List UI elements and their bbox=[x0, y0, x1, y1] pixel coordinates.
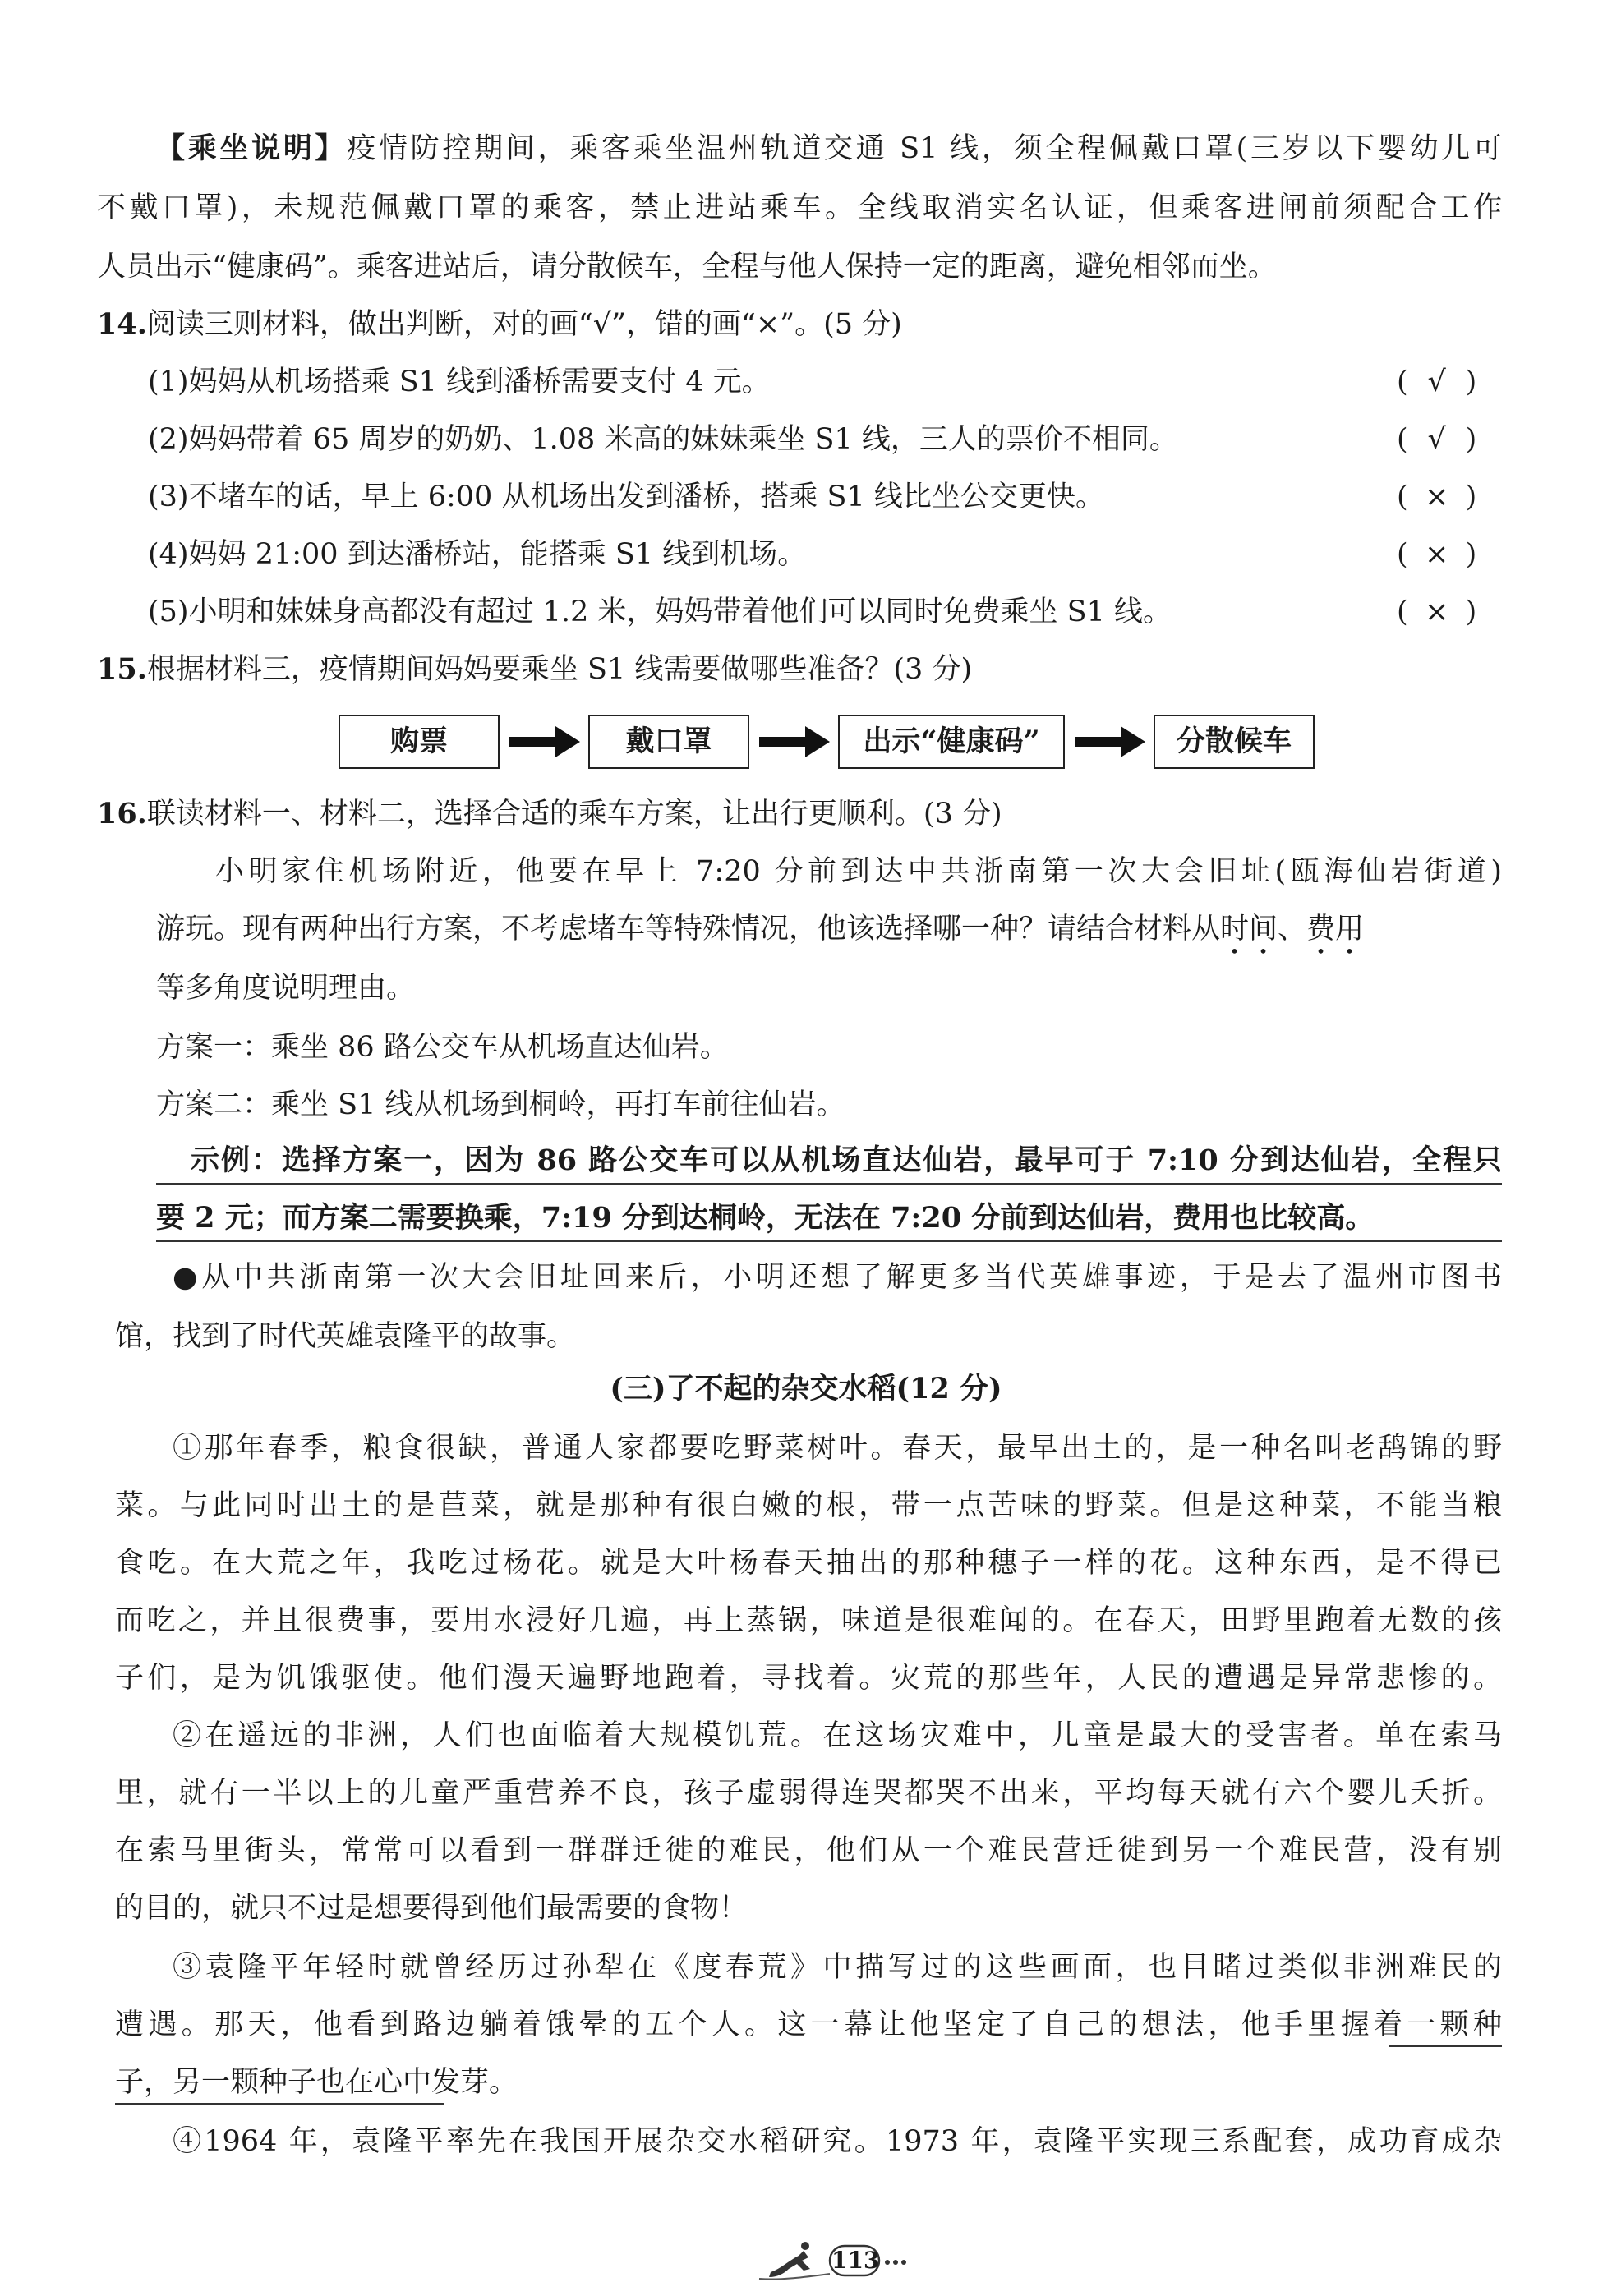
boarding-note-line-2: 不戴口罩)，未规范佩戴口罩的乘客，禁止进站乘车。全线取消实名认证，但乘客进闸前须配合工作 bbox=[97, 191, 1502, 224]
flow-step-3: 出示“健康码” bbox=[838, 715, 1065, 769]
q14-answer-1 bbox=[1397, 363, 1504, 401]
q16-paragraph-line-2 bbox=[156, 910, 1364, 948]
q15-title bbox=[97, 651, 972, 688]
page-number: 113 bbox=[831, 2247, 880, 2274]
paren-open: ( bbox=[1397, 423, 1408, 456]
q14-answer-3 bbox=[1397, 478, 1504, 516]
passage-p1-line: 食吃。在大荒之年，我吃过杨花。就是大叶杨春天抽出的那种穗子一样的花。这种东西，是不得已 bbox=[115, 1547, 1502, 1580]
answer-mark: × bbox=[1424, 481, 1449, 513]
paren-close: ) bbox=[1465, 538, 1477, 571]
paren-close: ) bbox=[1465, 596, 1477, 628]
passage-p1-line: 而吃之，并且很费事，要用水浸好几遍，再上蒸锅，味道是很难闻的。在春天，田野里跑着无数的孩 bbox=[115, 1604, 1502, 1637]
q16-number: 16. bbox=[97, 797, 147, 831]
paren-close: ) bbox=[1465, 481, 1477, 513]
answer-underline bbox=[156, 1183, 1502, 1185]
boarding-note-line-1 bbox=[156, 130, 1502, 168]
passage-p1-line: 子们，是为饥饿驱使。他们漫天遍野地跑着，寻找着。灾荒的那些年，人民的遭遇是异常悲惨的。 bbox=[115, 1662, 1502, 1695]
q14-item-4: (4)妈妈 21:00 到达潘桥站，能搭乘 S1 线到机场。 bbox=[148, 538, 807, 571]
q15-number: 15. bbox=[97, 652, 147, 686]
boarding-note-text-1: 疫情防控期间，乘客乘坐温州轨道交通 S1 线，须全程佩戴口罩(三岁以下婴幼儿可 bbox=[347, 132, 1502, 165]
emphasis-char: 费 bbox=[1306, 913, 1336, 946]
passage-p3-line: ③袁隆平年轻时就曾经历过孙犁在《度春荒》中描写过的这些画面，也目睹过类似非洲难民的 bbox=[173, 1951, 1502, 1984]
passage-p4-line: ④1964 年，袁隆平率先在我国开展杂交水稻研究。1973 年，袁隆平实现三系配套，成功育成杂 bbox=[173, 2125, 1502, 2158]
q16-answer-line-1: 示例：选择方案一，因为 86 路公交车可以从机场直达仙岩，最早可于 7:10 分到达仙岩，全程只 bbox=[191, 1143, 1502, 1177]
q14-item-2: (2)妈妈带着 65 周岁的奶奶、1.08 米高的妹妹乘坐 S1 线，三人的票价不相同。 bbox=[148, 423, 1178, 456]
flow-step-4: 分散候车 bbox=[1154, 715, 1315, 769]
passage-p2-line: 在索马里街头，常常可以看到一群群迁徙的难民，他们从一个难民营迁徙到另一个难民营，没有别 bbox=[115, 1834, 1502, 1867]
arrow-right-icon bbox=[1073, 721, 1147, 762]
q16-paragraph-line-1: 小明家住机场附近，他要在早上 7:20 分前到达中共浙南第一次大会旧址(瓯海仙岩街道) bbox=[215, 855, 1502, 888]
q16-paragraph-text: 游玩。现有两种出行方案，不考虑堵车等特殊情况，他该选择哪一种？请结合材料从 bbox=[156, 913, 1221, 946]
passage-p3-line: 子，另一颗种子也在心中发芽。 bbox=[115, 2066, 518, 2099]
paren-open: ( bbox=[1397, 481, 1408, 513]
passage-p2-line: ②在遥远的非洲，人们也面临着大规模饥荒。在这场灾难中，儿童是最大的受害者。单在索马 bbox=[173, 1719, 1502, 1752]
flow-step-2: 戴口罩 bbox=[588, 715, 749, 769]
answer-mark: √ bbox=[1427, 366, 1446, 398]
transition-line-2: 馆，找到了时代英雄袁隆平的故事。 bbox=[115, 1320, 576, 1353]
passage-p2-line: 里，就有一半以上的儿童严重营养不良，孩子虚弱得连哭都哭不出来，平均每天就有六个婴儿夭折。 bbox=[115, 1777, 1502, 1810]
boarding-note-line-3: 人员出示“健康码”。乘客进站后，请分散候车，全程与他人保持一定的距离，避免相邻而坐。 bbox=[97, 251, 1277, 283]
paren-open: ( bbox=[1397, 596, 1408, 628]
q14-number: 14. bbox=[97, 307, 147, 341]
paren-close: ) bbox=[1465, 366, 1477, 398]
q16-answer-line-2: 要 2 元；而方案二需要换乘，7:19 分到达桐岭，无法在 7:20 分前到达仙岩，费用也比较高。 bbox=[156, 1201, 1375, 1235]
emphasis-char: 时 bbox=[1220, 913, 1250, 946]
q16-plan-2: 方案二：乘坐 S1 线从机场到桐岭，再打车前往仙岩。 bbox=[156, 1088, 845, 1121]
emphasis-char: 间 bbox=[1249, 913, 1278, 946]
emphasis-char: 、 bbox=[1278, 913, 1307, 946]
answer-mark: × bbox=[1424, 538, 1449, 571]
section-heading: (三)了不起的杂交水稻(12 分) bbox=[610, 1372, 1002, 1406]
answer-mark: × bbox=[1424, 596, 1449, 628]
arrow-right-icon bbox=[758, 721, 831, 762]
paren-open: ( bbox=[1397, 538, 1408, 571]
q14-item-1: (1)妈妈从机场搭乘 S1 线到潘桥需要支付 4 元。 bbox=[148, 366, 771, 398]
answer-mark: √ bbox=[1427, 423, 1446, 456]
q14-item-5: (5)小明和妹妹身高都没有超过 1.2 米，妈妈带着他们可以同时免费乘坐 S1 线。 bbox=[148, 596, 1172, 628]
q16-plan-1: 方案一：乘坐 86 路公交车从机场直达仙岩。 bbox=[156, 1031, 729, 1064]
paren-close: ) bbox=[1465, 423, 1477, 456]
boarding-note-label: 【乘坐说明】 bbox=[156, 131, 348, 165]
emphasis-char: 用 bbox=[1335, 913, 1365, 946]
q16-paragraph-line-3: 等多角度说明理由。 bbox=[156, 972, 416, 1005]
passage-p2-line: 的目的，就只不过是想要得到他们最需要的食物！ bbox=[115, 1892, 748, 1925]
arrow-right-icon bbox=[508, 721, 582, 762]
q14-item-3: (3)不堵车的话，早上 6:00 从机场出发到潘桥，搭乘 S1 线比坐公交更快。 bbox=[148, 481, 1104, 513]
q15-title-text: 根据材料三，疫情期间妈妈要乘坐 S1 线需要做哪些准备？(3 分) bbox=[146, 653, 973, 686]
flow-step-1: 购票 bbox=[339, 715, 500, 769]
q14-answer-4 bbox=[1397, 536, 1504, 573]
q14-answer-5 bbox=[1397, 593, 1504, 631]
q16-title-text: 联读材料一、材料二，选择合适的乘车方案，让出行更顺利。(3 分) bbox=[146, 798, 1002, 831]
q14-title bbox=[97, 306, 902, 343]
paren-open: ( bbox=[1397, 366, 1408, 398]
passage-underline bbox=[1389, 2045, 1502, 2047]
q14-answer-2 bbox=[1397, 421, 1504, 458]
passage-p1-line: 菜。与此同时出土的是苣菜，就是那种有很白嫩的根，带一点苦味的野菜。但是这种菜，不能当粮 bbox=[115, 1489, 1502, 1522]
q16-title bbox=[97, 795, 1002, 833]
passage-p3-line: 遭遇。那天，他看到路边躺着饿晕的五个人。这一幕让他坚定了自己的想法，他手里握着一颗种 bbox=[115, 2008, 1502, 2041]
q14-title-text: 阅读三则材料，做出判断，对的画“√”，错的画“×”。(5 分) bbox=[146, 308, 902, 341]
answer-underline bbox=[156, 1240, 1502, 1242]
transition-line-1: ●从中共浙南第一次大会旧址回来后，小明还想了解更多当代英雄事迹，于是去了温州市图书 bbox=[173, 1261, 1502, 1294]
passage-underline bbox=[115, 2103, 444, 2105]
passage-p1-line: ①那年春季，粮食很缺，普通人家都要吃野菜树叶。春天，最早出土的，是一种名叫老鸹锦的野 bbox=[173, 1432, 1502, 1465]
